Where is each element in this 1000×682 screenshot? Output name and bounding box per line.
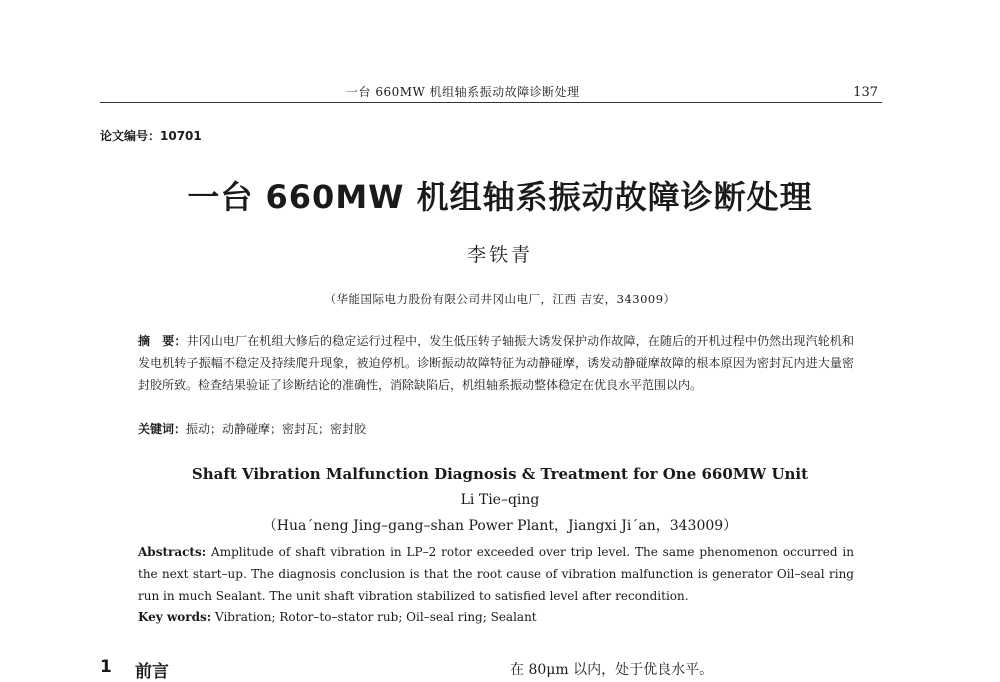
abstract-english-label: Abstracts: xyxy=(138,545,207,559)
keywords-english-text: Vibration; Rotor–to–stator rub; Oil–seal ring; Sealant xyxy=(215,610,537,624)
title-chinese: 一台 660MW 机组轴系振动故障诊断处理 xyxy=(187,178,813,216)
author-english: Li Tie–qing xyxy=(460,492,540,508)
keywords-english xyxy=(138,607,854,627)
author-chinese: 李铁青 xyxy=(466,244,533,266)
abstract-chinese-label: 摘 要： xyxy=(138,334,187,348)
abstract-chinese xyxy=(138,330,854,396)
page-number: 137 xyxy=(853,85,878,100)
abstract-chinese-text: 井冈山电厂在机组大修后的稳定运行过程中，发生低压转子轴振大诱发保护动作故障，在随后的开机过程中仍然出现汽轮机和发电机转子振幅不稳定及持续爬升现象，被迫停机。诊断振动故障特征为动静碰摩，诱发动静碰摩故障的根本原因为密封瓦内进大量密封胶所致。检查结果验证了诊断结论的准确性，消除缺陷后，机组轴系振动整体稳定在优良水平范围以内。 xyxy=(138,334,854,392)
keywords-chinese xyxy=(138,419,854,439)
affiliation-english: （Hua´neng Jing–gang–shan Power Plant，Jiangxi Ji´an，343009） xyxy=(262,518,738,534)
section-title: 前言 xyxy=(135,662,169,682)
keywords-chinese-label: 关键词： xyxy=(138,422,187,436)
section-number: 1 xyxy=(100,657,112,677)
keywords-english-label: Key words: xyxy=(138,610,212,624)
affiliation-chinese: （华能国际电力股份有限公司井冈山电厂，江西 吉安，343009） xyxy=(324,292,676,306)
title-english: Shaft Vibration Malfunction Diagnosis & Treatment for One 660MW Unit xyxy=(191,465,809,483)
paper-id: 论文编号：10701 xyxy=(100,129,202,143)
abstract-english-text: Amplitude of shaft vibration in LP–2 rotor exceeded over trip level. The same phenomenon occurred in the next start–up. The diagnosis conclusion is that the root cause of vibration malfunction is generator Oil–seal ring run in much Sealant. The unit shaft vibration stabilized to satisfied level after recondition. xyxy=(138,545,854,603)
running-title: 一台 660MW 机组轴系振动故障诊断处理 xyxy=(346,85,580,99)
page-header xyxy=(100,80,882,103)
abstract-english xyxy=(138,541,854,607)
column2-text-fragment: 在 80μm 以内，处于优良水平。 xyxy=(510,662,714,678)
keywords-chinese-text: 振动；动静碰摩；密封瓦；密封胶 xyxy=(186,422,367,436)
